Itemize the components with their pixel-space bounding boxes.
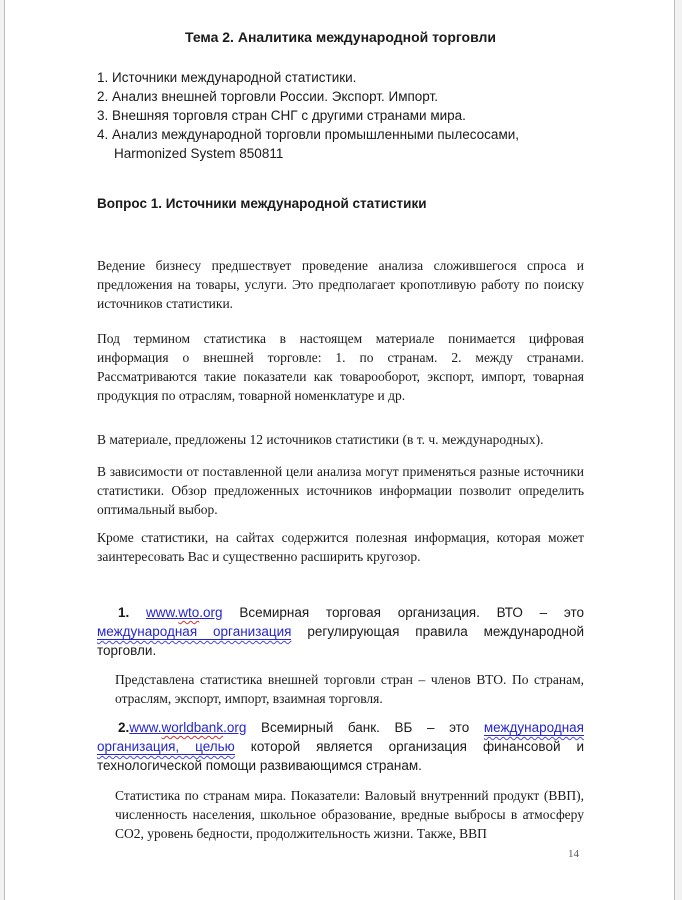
link-text-misspelled: wto (178, 605, 200, 620)
topic-outline (97, 68, 584, 163)
wto-link[interactable] (146, 605, 223, 620)
outline-item: 3. Внешняя торговля стран СНГ с другими странами мира. (97, 108, 466, 123)
page-number: 14 (568, 848, 579, 860)
link-text: www. (146, 605, 179, 620)
worldbank-link[interactable] (129, 720, 246, 735)
source-detail: Представлена статистика внешней торговли стран – членов ВТО. По странам, отраслям, экспорт, импорт, взаимная торговля. (115, 672, 584, 706)
body-paragraph: В материале, предложены 12 источников статистики (в т. ч. международных). (97, 432, 544, 447)
source-detail: Статистика по странам мира. Показатели: Валовый внутренний продукт (ВВП), численность населения, школьное образование, вредные выбросы в атмосферу СО2, уровень бедности, продолжительность жизни. Также, ВВП (115, 788, 584, 841)
source-text: регулирующая правила международной торговли. (97, 624, 584, 658)
link-text: .org (223, 720, 247, 735)
source-item-wto (97, 603, 584, 660)
link-text-misspelled: worldbank (161, 720, 224, 735)
grammar-flagged-phrase: международная организация, целью (97, 720, 584, 754)
link-text: www. (129, 720, 162, 735)
source-text: которой является организация финансовой и технологической помощи развивающимся странам. (97, 739, 584, 773)
source-text: Всемирная торговая организация. ВТО – это (239, 605, 584, 620)
source-number: 2. (118, 720, 130, 735)
outline-item: 4. Анализ международной торговли промышленными пылесосами, Harmonized System 850811 (97, 127, 520, 161)
body-paragraph: Кроме статистики, на сайтах содержится полезная информация, которая может заинтересовать Вас и существенно расширить кругозор. (97, 530, 584, 564)
link-text: .org (199, 605, 223, 620)
body-paragraph: Под термином статистика в настоящем материале понимается цифровая информация о внешней торговле: 1. по странам. 2. между странами. Рассматриваются такие показатели как товарооборот, экспорт, импорт, товарная продукция по отраслям, товарной номенклатуре и др. (97, 331, 584, 403)
source-item-worldbank (97, 718, 584, 775)
body-paragraph: В зависимости от поставленной цели анализа могут применяться разные источники статистики. Обзор предложенных источников информации позволит определить оптимальный выбор. (97, 464, 584, 517)
body-paragraph: Ведение бизнесу предшествует проведение анализа сложившегося спроса и предложения на товары, услуги. Это предполагает кропотливую работу по поиску источников статистики. (97, 258, 584, 311)
source-text: Всемирный банк. ВБ – это (260, 720, 470, 735)
grammar-flagged-phrase: международная организация (97, 624, 292, 639)
document-title: Тема 2. Аналитика международной торговли (184, 29, 497, 45)
source-number: 1. (118, 605, 130, 620)
document-page (4, 0, 675, 900)
outline-item: 1. Источники международной статистики. (97, 70, 357, 85)
outline-item: 2. Анализ внешней торговли России. Экспорт. Импорт. (97, 89, 438, 104)
section-heading: Вопрос 1. Источники международной статистики (97, 196, 427, 211)
